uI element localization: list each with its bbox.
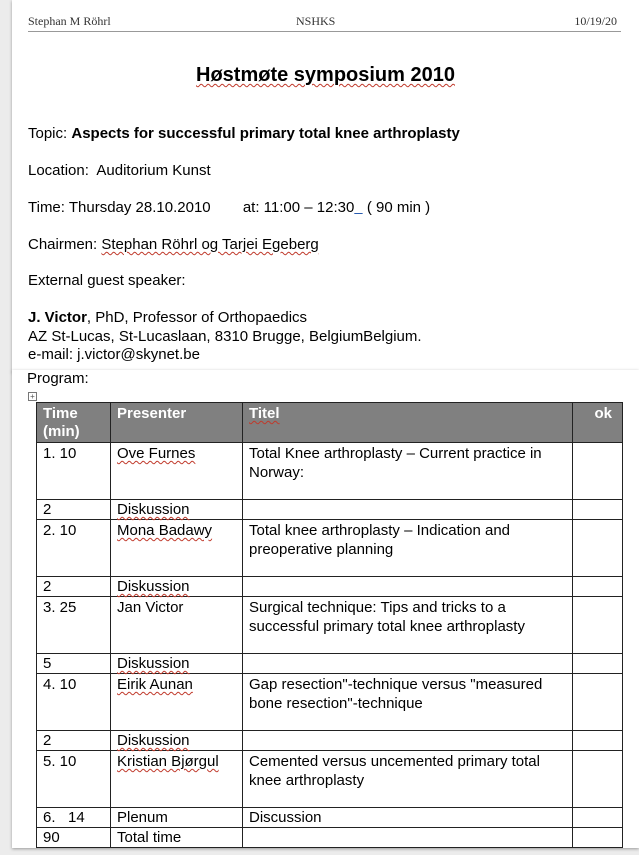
header-presenter: Presenter [111, 403, 243, 443]
row-titel: Gap resection"-technique versus "measured bone resection"-technique [243, 674, 573, 731]
table-row[interactable] [37, 731, 623, 751]
row-titel: Cemented versus uncemented primary total knee arthroplasty [243, 751, 573, 808]
guest-label[interactable]: External guest speaker: [28, 272, 186, 289]
header-author: Stephan M Röhrl [28, 14, 111, 28]
time-line[interactable] [28, 199, 430, 216]
header-date: 10/19/20 [574, 14, 617, 28]
time-duration: ( 90 min ) [366, 199, 431, 216]
row-titel: Total Knee arthroplasty – Current practice in Norway: [243, 443, 573, 500]
document-page-2 [12, 370, 639, 848]
location-label: Location: [28, 162, 89, 179]
chairmen-line[interactable] [28, 236, 319, 253]
row-time: 2. 10 [37, 520, 111, 577]
topic-label: Topic: [28, 125, 68, 142]
table-row[interactable] [37, 808, 623, 828]
location-line[interactable] [28, 162, 211, 179]
table-row[interactable] [37, 654, 623, 674]
header-divider [28, 31, 621, 32]
row-ok [573, 751, 623, 808]
row-time: 4. 10 [37, 674, 111, 731]
chairmen-value: Stephan Röhrl og Tarjei Egeberg [101, 236, 319, 253]
row-presenter: Ove Furnes [111, 443, 243, 500]
header-titel: Titel [243, 403, 573, 443]
row-titel [243, 731, 573, 751]
row-presenter: Diskussion [111, 654, 243, 674]
row-time: 2 [37, 577, 111, 597]
row-ok [573, 500, 623, 520]
table-row[interactable] [37, 520, 623, 577]
table-row[interactable] [37, 577, 623, 597]
row-titel: Discussion [243, 808, 573, 828]
row-presenter: Kristian Bjørgul [111, 751, 243, 808]
title-text: Høstmøte symposium 2010 [196, 64, 455, 86]
row-ok [573, 808, 623, 828]
row-presenter: Plenum [111, 808, 243, 828]
row-time: 2 [37, 500, 111, 520]
row-titel: Total knee arthroplasty – Indication and preoperative planning [243, 520, 573, 577]
table-row[interactable] [37, 674, 623, 731]
chairmen-label: Chairmen: [28, 236, 98, 253]
row-time: 3. 25 [37, 597, 111, 654]
row-time: 6. 14 [37, 808, 111, 828]
row-titel [243, 654, 573, 674]
row-presenter: Diskussion [111, 500, 243, 520]
header-ok: ok [573, 403, 623, 443]
topic-line[interactable] [28, 125, 460, 142]
row-presenter: Diskussion [111, 577, 243, 597]
row-presenter: Diskussion [111, 731, 243, 751]
row-presenter: Eirik Aunan [111, 674, 243, 731]
table-move-handle-icon[interactable]: + [28, 392, 37, 401]
table-row[interactable] [37, 597, 623, 654]
link-marker [354, 199, 362, 216]
row-ok [573, 443, 623, 500]
row-time: 2 [37, 731, 111, 751]
row-titel [243, 500, 573, 520]
row-presenter: Jan Victor [111, 597, 243, 654]
program-label[interactable]: Program: [27, 370, 89, 387]
document-title[interactable] [12, 64, 639, 87]
row-ok [573, 597, 623, 654]
row-time: 5. 10 [37, 751, 111, 808]
table-row[interactable] [37, 828, 623, 848]
row-titel [243, 577, 573, 597]
document-page-1 [12, 0, 639, 372]
row-titel [243, 828, 573, 848]
row-presenter: Total time [111, 828, 243, 848]
row-ok [573, 577, 623, 597]
header-center: NSHKS [296, 14, 336, 28]
row-ok [573, 520, 623, 577]
time-day: Thursday 28.10.2010 [68, 199, 211, 216]
time-at: at: 11:00 – 12:30 [242, 199, 355, 216]
row-time: 90 [37, 828, 111, 848]
row-time: 1. 10 [37, 443, 111, 500]
table-row[interactable] [37, 751, 623, 808]
table-row[interactable] [37, 443, 623, 500]
row-ok [573, 731, 623, 751]
table-header-row [37, 403, 623, 443]
row-presenter: Mona Badawy [111, 520, 243, 577]
time-label: Time: [28, 199, 65, 216]
speaker-name: J. Victor [28, 309, 87, 326]
program-table[interactable] [36, 402, 623, 848]
row-ok [573, 674, 623, 731]
row-ok [573, 828, 623, 848]
header-time: Time (min) [37, 403, 111, 443]
location-value: Auditorium Kunst [96, 162, 211, 179]
topic-value: Aspects for successful primary total knee arthroplasty [71, 125, 460, 142]
speaker-line[interactable] [28, 309, 307, 326]
table-row[interactable] [37, 500, 623, 520]
speaker-email[interactable]: e-mail: j.victor@skynet.be [28, 346, 200, 363]
row-ok [573, 654, 623, 674]
speaker-title: , PhD, Professor of Orthopaedics [86, 309, 308, 326]
row-titel: Surgical technique: Tips and tricks to a successful primary total knee arthroplasty [243, 597, 573, 654]
row-time: 5 [37, 654, 111, 674]
speaker-address[interactable]: AZ St-Lucas, St-Lucaslaan, 8310 Brugge, BelgiumBelgium. [28, 328, 422, 345]
